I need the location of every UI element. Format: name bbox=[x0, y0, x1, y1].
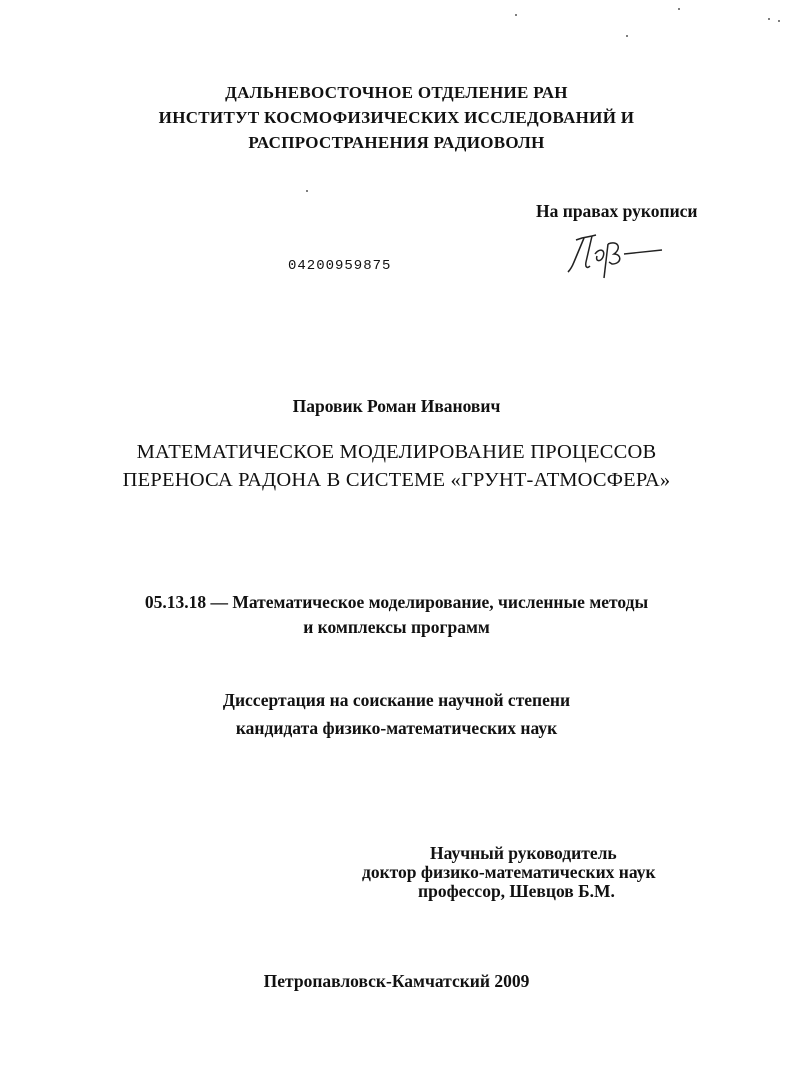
supervisor-name: профессор, Шевцов Б.М. bbox=[418, 881, 615, 901]
specialty-line-1: 05.13.18 — Математическое моделирование, численные методы bbox=[144, 592, 649, 612]
supervisor-degree: доктор физико-математических наук bbox=[362, 862, 656, 882]
city-year: Петропавловск-Камчатский 2009 bbox=[263, 971, 530, 991]
catalog-number: 04200959875 bbox=[288, 258, 392, 274]
author-name: Паровик Роман Иванович bbox=[292, 396, 501, 416]
dissertation-title-line-2: ПЕРЕНОСА РАДОНА В СИСТЕМЕ «ГРУНТ-АТМОСФЕРА» bbox=[122, 469, 671, 491]
degree-line-1: Диссертация на соискание научной степени bbox=[222, 690, 571, 710]
specialty-line-2: и комплексы программ bbox=[303, 617, 490, 637]
manuscript-rights: На правах рукописи bbox=[536, 201, 698, 221]
scan-speck bbox=[768, 18, 770, 20]
scan-speck bbox=[306, 190, 308, 192]
institution-header-line-2: ИНСТИТУТ КОСМОФИЗИЧЕСКИХ ИССЛЕДОВАНИЙ И bbox=[158, 108, 635, 127]
dissertation-title-line-1: МАТЕМАТИЧЕСКОЕ МОДЕЛИРОВАНИЕ ПРОЦЕССОВ bbox=[136, 441, 657, 463]
scan-speck bbox=[515, 14, 517, 16]
scan-speck bbox=[778, 20, 780, 22]
scan-speck bbox=[626, 35, 628, 37]
degree-line-2: кандидата физико-математических наук bbox=[235, 718, 558, 738]
institution-header-line-3: РАСПРОСТРАНЕНИЯ РАДИОВОЛН bbox=[248, 133, 545, 152]
scan-speck bbox=[678, 8, 680, 10]
supervisor-label: Научный руководитель bbox=[430, 843, 617, 863]
signature-icon bbox=[562, 232, 672, 280]
institution-header-line-1: ДАЛЬНЕВОСТОЧНОЕ ОТДЕЛЕНИЕ РАН bbox=[225, 83, 568, 102]
